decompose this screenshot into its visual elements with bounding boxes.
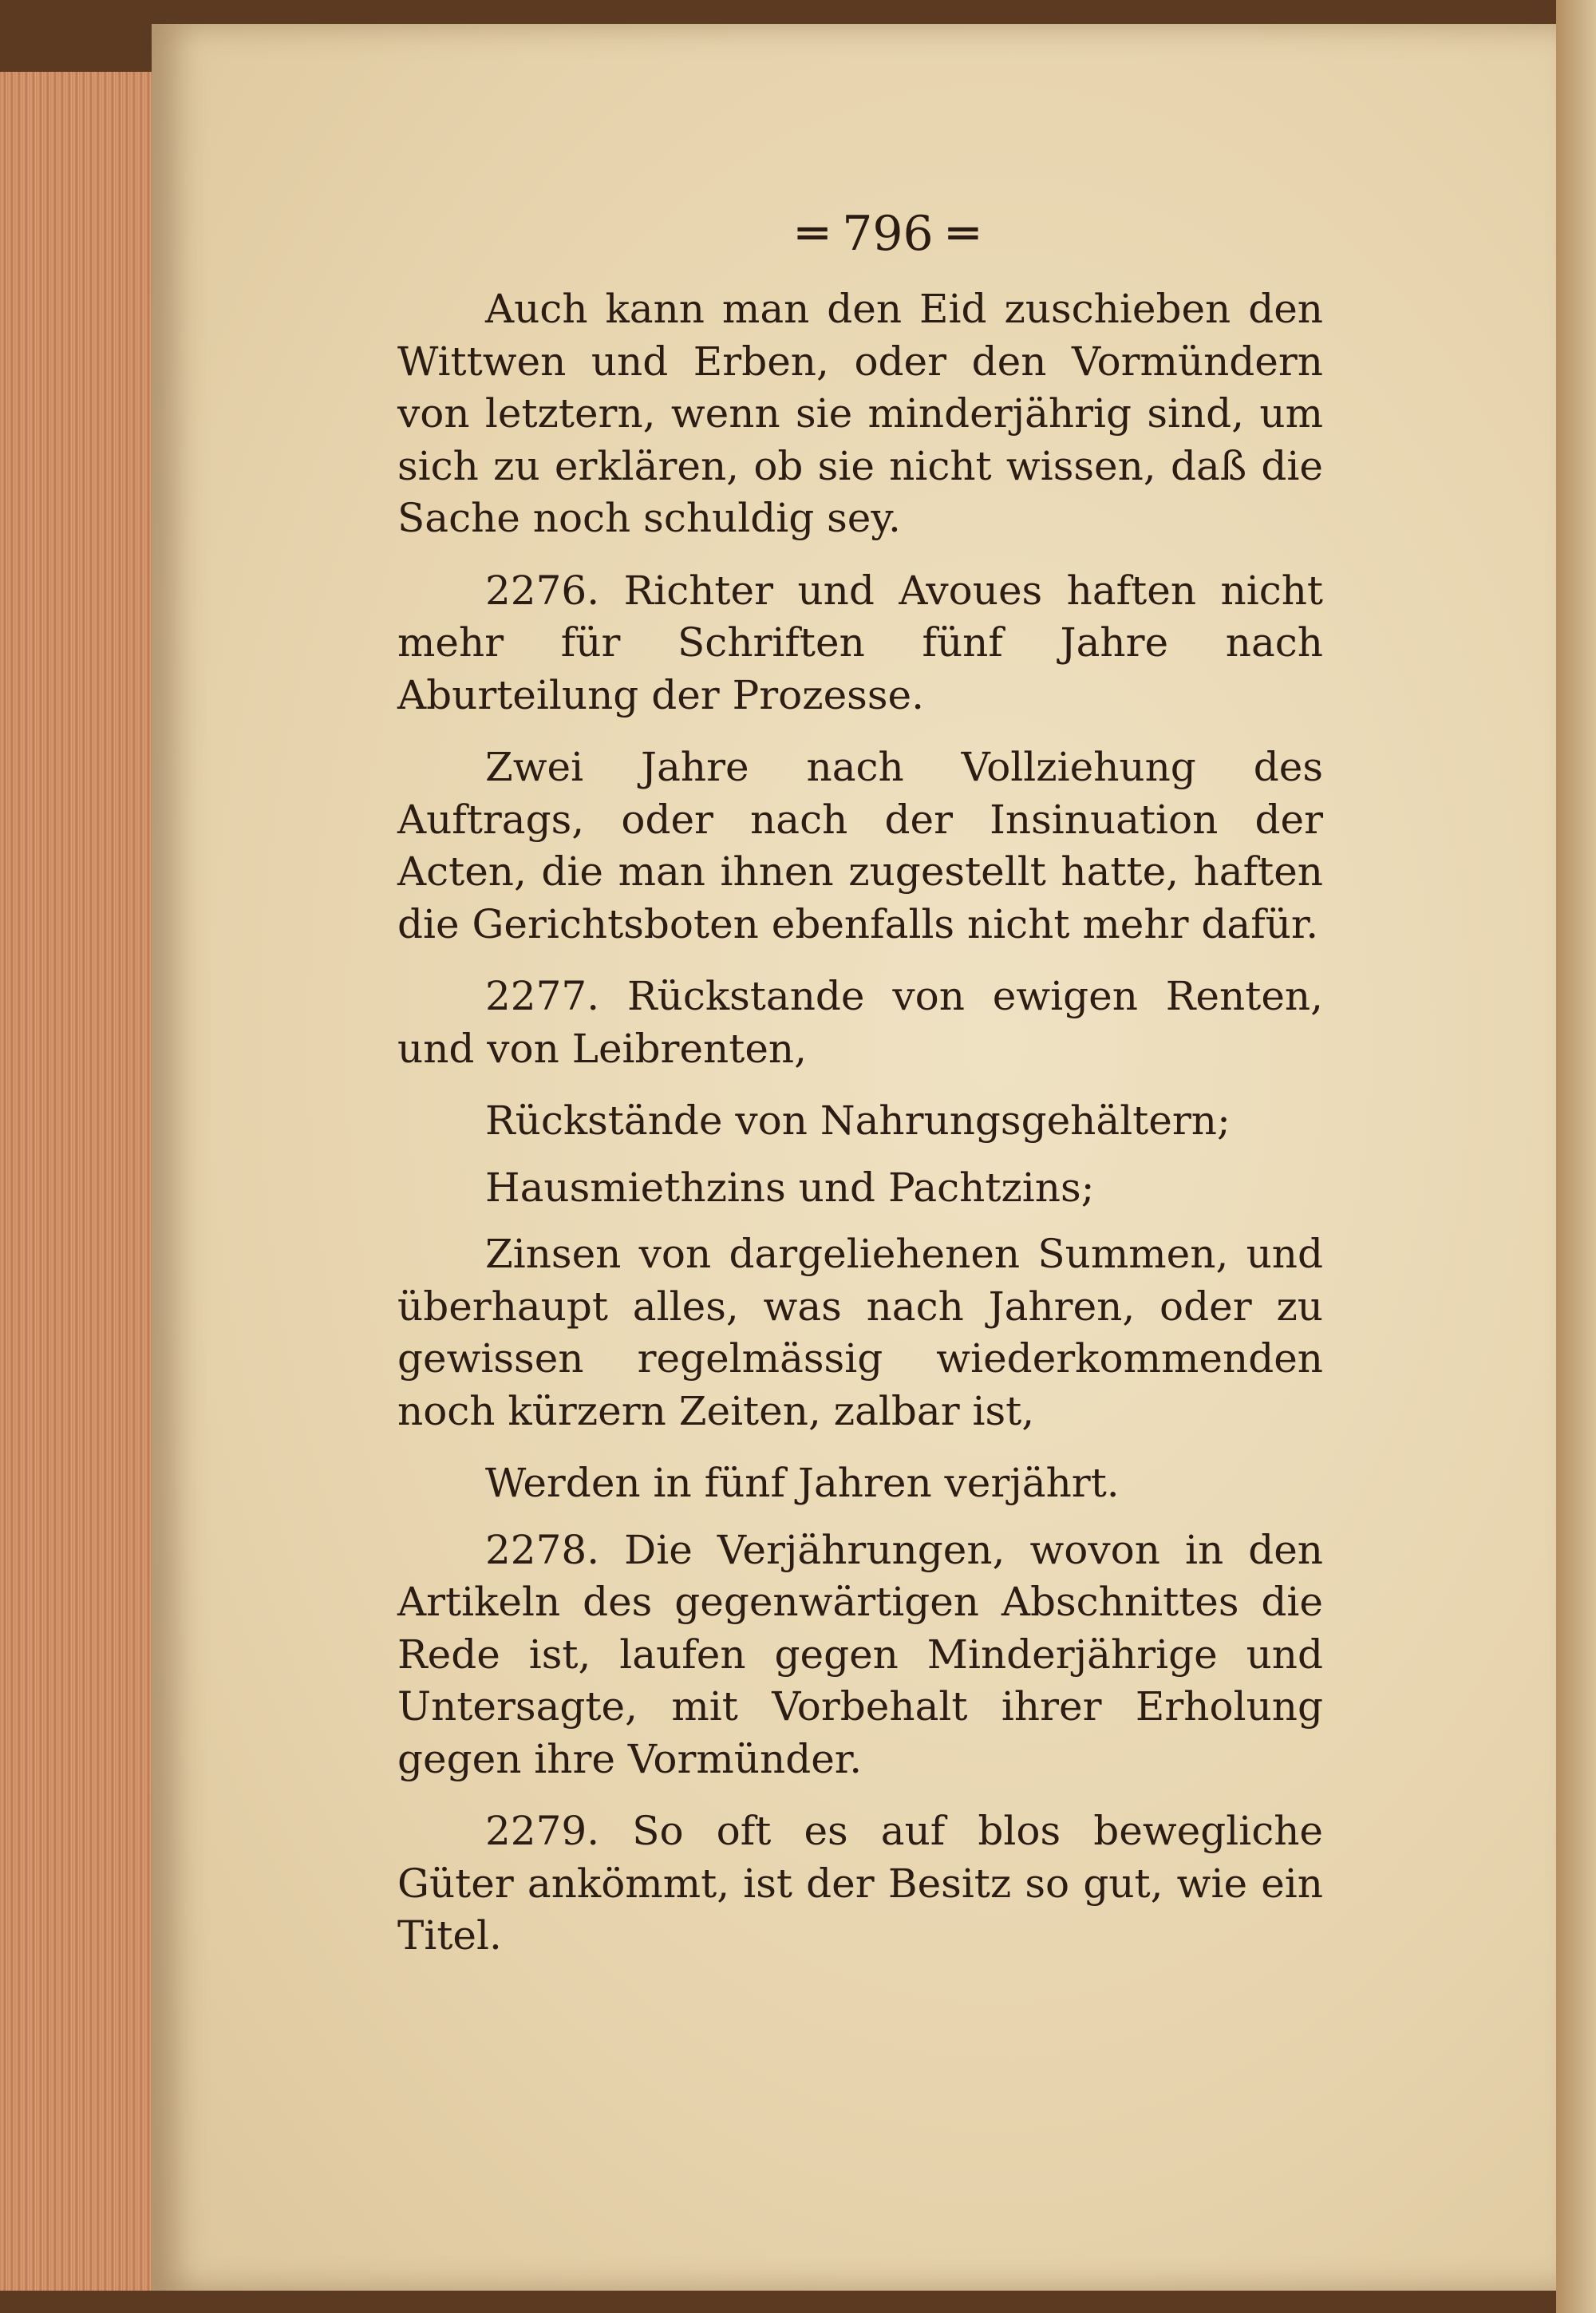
- paragraph: Werden in fünf Jahren verjährt.: [485, 1460, 1120, 1506]
- article-2279: 2279. So oft es auf blos bewegliche Güter ankömmt, ist der Besitz so gut, wie ein Titel.: [397, 1808, 1323, 1959]
- page-number: [798, 206, 1117, 262]
- paragraph: Zinsen von dargeliehenen Summen, und überhaupt alles, was nach Jahren, oder zu gewissen regelmässig wiederkommenden noch kürzern Zeiten, zalbar ist,: [397, 1231, 1323, 1434]
- paragraph: Zwei Jahre nach Vollziehung des Auftrags, oder nach der Insinuation der Acten, die man ihnen zugestellt hatte, haften die Gerichtsboten ebenfalls nicht mehr dafür.: [397, 744, 1323, 947]
- page-number-text: 796: [842, 206, 934, 262]
- page-number-rule-right: ═: [933, 206, 978, 262]
- article-2276: 2276. Richter und Avoues haften nicht mehr für Schriften fünf Jahre nach Aburteilung der Prozesse.: [397, 567, 1323, 718]
- facing-page-edge: [1556, 0, 1596, 2313]
- paragraph: Auch kann man den Eid zuschieben den Wittwen und Erben, oder den Vormündern von letztern, wenn sie minderjährig sind, um sich zu erklären, ob sie nicht wissen, daß die Sache noch schuldig sey.: [397, 286, 1323, 541]
- paragraph: Hausmiethzins und Pachtzins;: [485, 1164, 1095, 1211]
- article-2278: 2278. Die Verjährungen, wovon in den Artikeln des gegenwärtigen Abschnittes die Rede ist, laufen gegen Minderjährige und Untersagte, mit Vorbehalt ihrer Erholung gegen ihre Vormünder.: [397, 1526, 1323, 1782]
- body-text: [397, 283, 1323, 1983]
- paragraph: Rückstände von Nahrungsgehältern;: [485, 1097, 1231, 1144]
- book-page-edges: [0, 72, 156, 2291]
- article-2277: 2277. Rückstande von ewigen Renten, und von Leibrenten,: [397, 973, 1323, 1072]
- page-number-rule-left: ═: [798, 206, 843, 262]
